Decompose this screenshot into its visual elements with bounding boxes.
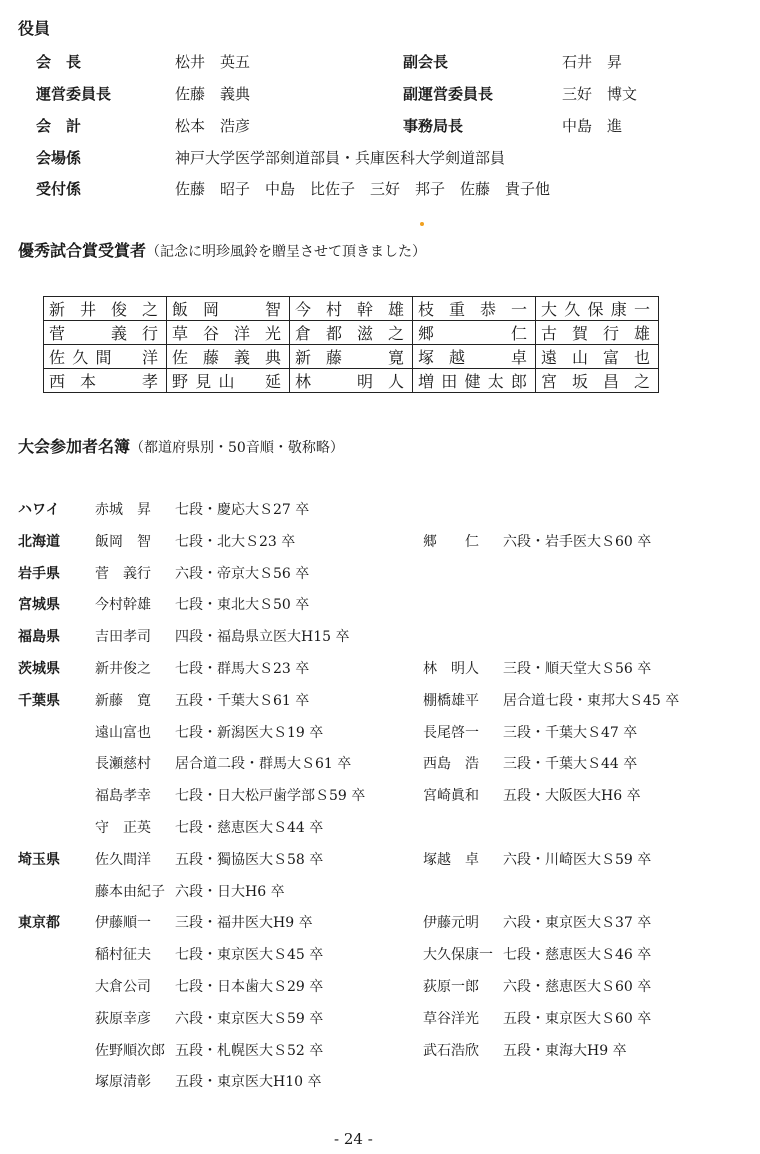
awards-row bbox=[44, 345, 659, 369]
participant-detail: 六段・帝京大Ｓ56 卒 bbox=[175, 565, 310, 582]
officer-name: 松本 浩彦 bbox=[175, 117, 251, 135]
prefecture-label: 福島県 bbox=[18, 629, 60, 646]
participant-detail-2: 六段・岩手医大Ｓ60 卒 bbox=[503, 533, 652, 550]
participant-name-2: 林 明人 bbox=[423, 661, 479, 677]
participant-detail: 五段・東京医大H10 卒 bbox=[175, 1074, 322, 1091]
participant-detail: 七段・日大松戸歯学部Ｓ59 卒 bbox=[175, 788, 366, 805]
award-winner: 新藤 寛 bbox=[290, 345, 413, 369]
award-winner: 草谷洋光 bbox=[167, 321, 290, 345]
participant-name-2: 長尾啓一 bbox=[423, 724, 479, 741]
decorative-dot bbox=[420, 222, 424, 226]
officer-role: 受付係 bbox=[36, 180, 82, 198]
participant-detail-2: 居合道七段・東邦大Ｓ45 卒 bbox=[503, 692, 680, 709]
award-winner: 郷 仁 bbox=[413, 321, 536, 345]
participant-name: 佐久間洋 bbox=[95, 851, 151, 868]
participant-detail: 七段・北大Ｓ23 卒 bbox=[175, 533, 296, 550]
participant-name-2: 西島 浩 bbox=[423, 756, 479, 773]
participant-name: 菅 義行 bbox=[95, 565, 151, 582]
award-winner: 塚越 卓 bbox=[413, 345, 536, 369]
officer-role: 会場係 bbox=[36, 149, 82, 167]
participant-detail-2: 六段・東京医大Ｓ37 卒 bbox=[503, 915, 652, 932]
participant-name: 新藤 寛 bbox=[95, 692, 151, 709]
award-winner: 大久保康一 bbox=[536, 297, 659, 321]
prefecture-label: 埼玉県 bbox=[18, 851, 60, 868]
officer-name: 佐藤 義典 bbox=[175, 85, 251, 103]
award-winner: 古賀行雄 bbox=[536, 321, 659, 345]
award-winner: 倉都滋之 bbox=[290, 321, 413, 345]
participant-name-2: 宮崎眞和 bbox=[423, 788, 479, 805]
participant-name: 伊藤順一 bbox=[95, 915, 151, 932]
participant-name: 福島孝幸 bbox=[95, 788, 151, 805]
awards-row bbox=[44, 321, 659, 345]
participant-detail-2: 五段・大阪医大H6 卒 bbox=[503, 788, 641, 805]
award-winner: 増田健太郎 bbox=[413, 369, 536, 393]
officer-role: 運営委員長 bbox=[36, 85, 112, 103]
participant-name-2: 草谷洋光 bbox=[423, 1010, 479, 1027]
officer-role: 会 長 bbox=[36, 53, 82, 71]
officer-role-2: 事務局長 bbox=[403, 117, 464, 135]
participant-detail-2: 三段・順天堂大Ｓ56 卒 bbox=[503, 661, 652, 677]
participant-name: 赤城 昇 bbox=[95, 502, 151, 518]
participant-name: 塚原清彰 bbox=[95, 1074, 151, 1091]
prefecture-label: 東京都 bbox=[18, 915, 60, 932]
participant-name: 吉田孝司 bbox=[95, 629, 151, 646]
participant-name: 新井俊之 bbox=[95, 661, 151, 677]
participant-detail: 七段・新潟医大Ｓ19 卒 bbox=[175, 724, 324, 741]
awards-row bbox=[44, 369, 659, 393]
participant-detail: 七段・慈恵医大Ｓ44 卒 bbox=[175, 820, 324, 836]
participant-detail: 五段・札幌医大Ｓ52 卒 bbox=[175, 1042, 324, 1059]
participant-name: 稲村征夫 bbox=[95, 947, 151, 964]
prefecture-label: ハワイ bbox=[18, 502, 60, 518]
prefecture-label: 岩手県 bbox=[18, 565, 60, 582]
participant-name-2: 大久保康一 bbox=[423, 947, 493, 964]
participant-name: 大倉公司 bbox=[95, 979, 151, 995]
officer-name-2: 石井 昇 bbox=[562, 53, 623, 71]
officer-role-2: 副運営委員長 bbox=[403, 85, 494, 103]
award-winner: 遠山富也 bbox=[536, 345, 659, 369]
participant-detail: 七段・日本歯大Ｓ29 卒 bbox=[175, 979, 324, 995]
awards-title: 優秀試合賞受賞者 bbox=[18, 241, 147, 260]
participant-name-2: 荻原一郎 bbox=[423, 979, 479, 995]
participant-name: 荻原幸彦 bbox=[95, 1010, 151, 1027]
award-winner: 林 明人 bbox=[290, 369, 413, 393]
participant-detail: 居合道二段・群馬大Ｓ61 卒 bbox=[175, 756, 352, 773]
officer-role-2: 副会長 bbox=[403, 53, 449, 71]
officers-title: 役員 bbox=[18, 19, 51, 38]
participant-detail-2: 三段・千葉大Ｓ47 卒 bbox=[503, 724, 638, 741]
prefecture-label: 茨城県 bbox=[18, 661, 60, 677]
officer-role: 会 計 bbox=[36, 117, 82, 135]
participant-name: 今村幹雄 bbox=[95, 597, 151, 614]
award-winner: 佐久間 洋 bbox=[44, 345, 167, 369]
participant-detail: 六段・東京医大Ｓ59 卒 bbox=[175, 1010, 324, 1027]
participant-name-2: 伊藤元明 bbox=[423, 915, 479, 932]
participant-detail: 五段・千葉大Ｓ61 卒 bbox=[175, 692, 310, 709]
page-number: - 24 - bbox=[334, 1130, 373, 1148]
participant-name-2: 塚越 卓 bbox=[423, 851, 479, 868]
award-winner: 野見山 延 bbox=[167, 369, 290, 393]
participant-detail-2: 六段・慈恵医大Ｓ60 卒 bbox=[503, 979, 652, 995]
roster-heading bbox=[18, 434, 344, 457]
participant-detail: 七段・東京医大Ｓ45 卒 bbox=[175, 947, 324, 964]
prefecture-label: 宮城県 bbox=[18, 597, 60, 614]
award-winner: 佐藤義典 bbox=[167, 345, 290, 369]
participant-detail: 五段・獨協医大Ｓ58 卒 bbox=[175, 851, 324, 868]
award-winner: 西本 孝 bbox=[44, 369, 167, 393]
award-winner: 枝重恭一 bbox=[413, 297, 536, 321]
participant-name-2: 棚橋雄平 bbox=[423, 692, 479, 709]
award-winner: 宮坂昌之 bbox=[536, 369, 659, 393]
participant-name: 飯岡 智 bbox=[95, 533, 151, 550]
participant-detail: 四段・福島県立医大H15 卒 bbox=[175, 629, 350, 646]
award-winner: 今村幹雄 bbox=[290, 297, 413, 321]
awards-heading bbox=[18, 238, 426, 261]
awards-table bbox=[43, 296, 659, 393]
participant-detail-2: 五段・東京医大Ｓ60 卒 bbox=[503, 1010, 652, 1027]
participant-detail-2: 五段・東海大H9 卒 bbox=[503, 1042, 627, 1059]
participant-name-2: 郷 仁 bbox=[423, 533, 479, 550]
award-winner: 菅 義行 bbox=[44, 321, 167, 345]
roster-note: （都道府県別・50音順・敬称略） bbox=[130, 440, 344, 456]
awards-note: （記念に明珍風鈴を贈呈させて頂きました） bbox=[146, 244, 427, 260]
participant-detail: 七段・慶応大Ｓ27 卒 bbox=[175, 502, 310, 518]
participant-name: 遠山富也 bbox=[95, 724, 151, 741]
participant-name-2: 武石浩欣 bbox=[423, 1042, 479, 1059]
award-winner: 飯岡 智 bbox=[167, 297, 290, 321]
award-winner: 新井俊之 bbox=[44, 297, 167, 321]
participant-detail: 三段・福井医大H9 卒 bbox=[175, 915, 313, 932]
officer-name-2: 中島 進 bbox=[562, 117, 623, 135]
participant-detail-2: 六段・川崎医大Ｓ59 卒 bbox=[503, 851, 652, 868]
participant-detail: 六段・日大H6 卒 bbox=[175, 883, 285, 900]
officer-name: 神戸大学医学部剣道部員・兵庫医科大学剣道部員 bbox=[175, 149, 506, 167]
participant-name: 藤本由紀子 bbox=[95, 883, 165, 900]
prefecture-label: 千葉県 bbox=[18, 692, 60, 709]
participant-detail: 七段・東北大Ｓ50 卒 bbox=[175, 597, 310, 614]
participant-detail: 七段・群馬大Ｓ23 卒 bbox=[175, 661, 310, 677]
participant-name: 佐野順次郎 bbox=[95, 1042, 165, 1059]
participant-detail-2: 三段・千葉大Ｓ44 卒 bbox=[503, 756, 638, 773]
participant-name: 長瀬慈村 bbox=[95, 756, 151, 773]
awards-row bbox=[44, 297, 659, 321]
roster-title: 大会参加者名簿 bbox=[18, 437, 131, 456]
prefecture-label: 北海道 bbox=[18, 533, 60, 550]
officer-name-2: 三好 博文 bbox=[562, 85, 638, 103]
participant-detail-2: 七段・慈恵医大Ｓ46 卒 bbox=[503, 947, 652, 964]
officer-name: 松井 英五 bbox=[175, 53, 251, 71]
officer-name: 佐藤 昭子 中島 比佐子 三好 邦子 佐藤 貴子他 bbox=[175, 180, 551, 198]
participant-name: 守 正英 bbox=[95, 820, 151, 836]
